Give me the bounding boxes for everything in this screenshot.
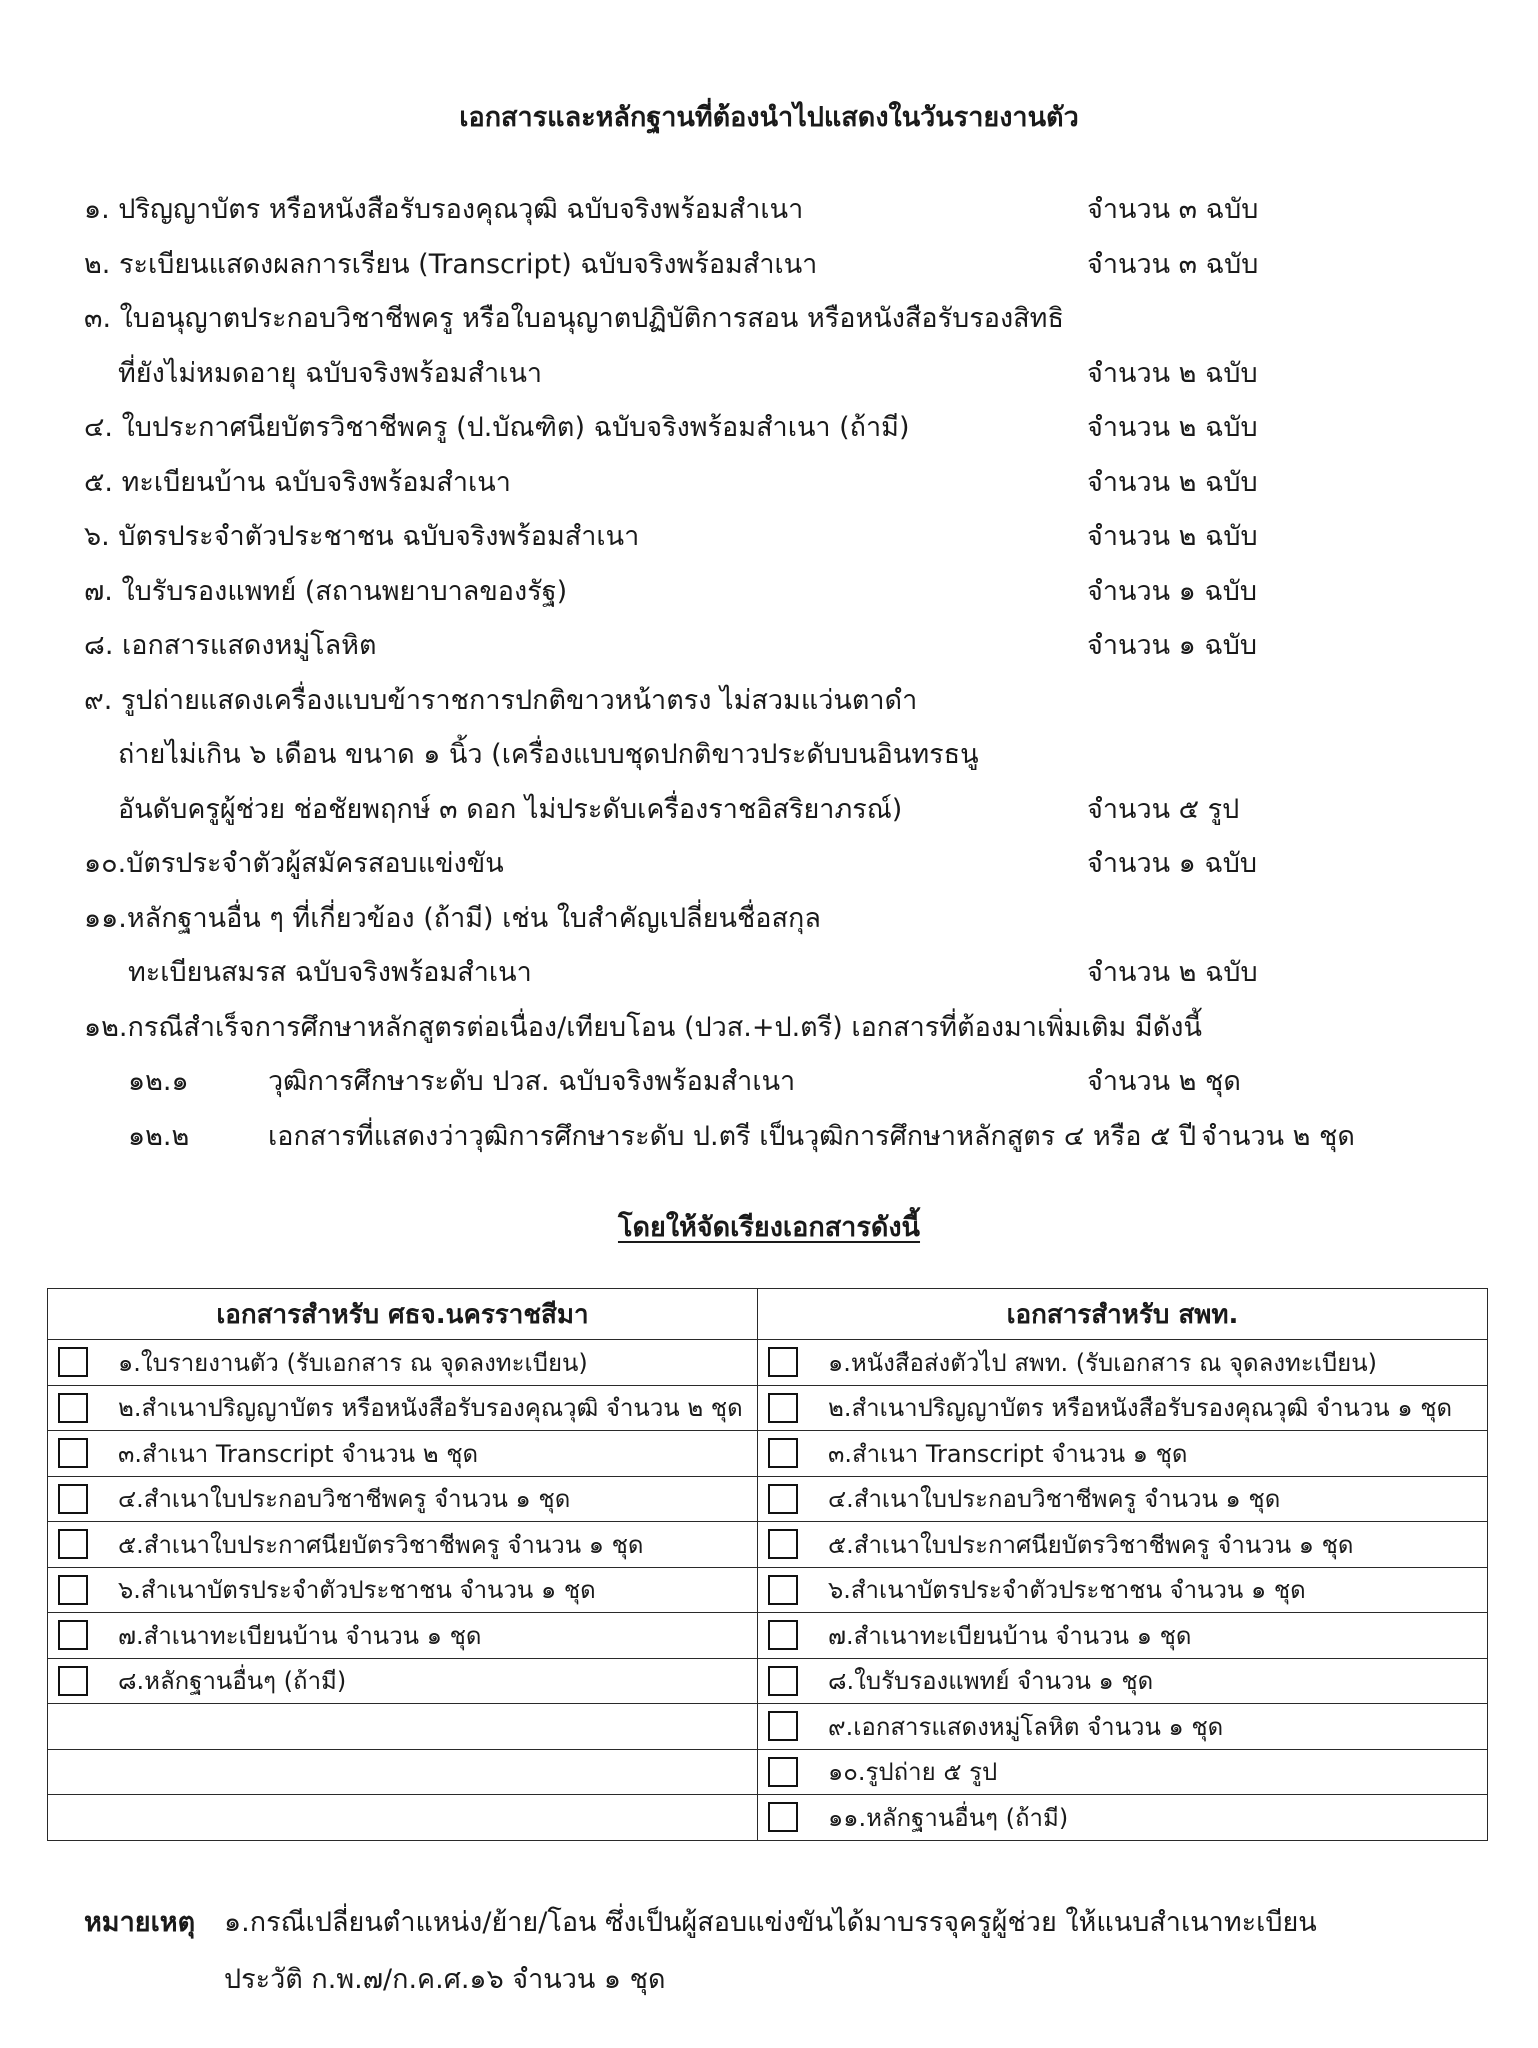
checkbox[interactable]	[768, 1757, 798, 1787]
requirement-text: ๕. ทะเบียนบ้าน ฉบับจริงพร้อมสำเนา	[84, 466, 511, 498]
requirement-quantity: จำนวน ๓ ฉบับ	[1087, 248, 1259, 280]
checklist-item: ๗.สำเนาทะเบียนบ้าน จำนวน ๑ ชุด	[828, 1621, 1192, 1650]
requirement-text: ๘. เอกสารแสดงหมู่โลหิต	[84, 630, 377, 661]
checkbox[interactable]	[768, 1711, 798, 1741]
checklist-item: ๑๐.รูปถ่าย ๕ รูป	[828, 1758, 998, 1787]
checkbox[interactable]	[768, 1620, 798, 1650]
empty-cell	[48, 1704, 758, 1750]
table-row	[48, 1340, 1488, 1386]
requirement-quantity: จำนวน ๒ ฉบับ	[1087, 412, 1258, 443]
table-row	[48, 1567, 1488, 1613]
checklist-item: ๔.สำเนาใบประกอบวิชาชีพครู จำนวน ๑ ชุด	[118, 1485, 571, 1514]
checkbox[interactable]	[768, 1484, 798, 1514]
requirement-quantity: จำนวน ๒ ฉบับ	[1087, 957, 1258, 988]
list-item	[84, 946, 1464, 1001]
checklist-item: ๒.สำเนาปริญญาบัตร หรือหนังสือรับรองคุณวุฒิ จำนวน ๒ ชุด	[118, 1394, 743, 1423]
sub-item-label: ๑๒.๑	[128, 1066, 189, 1097]
right-column-header: เอกสารสำหรับ สพท.	[758, 1289, 1488, 1340]
left-column-header: เอกสารสำหรับ ศธจ.นครราชสีมา	[48, 1289, 758, 1340]
checkbox[interactable]	[768, 1529, 798, 1559]
checkbox[interactable]	[768, 1438, 798, 1468]
checklist-item: ๘.หลักฐานอื่นๆ (ถ้ามี)	[118, 1667, 347, 1696]
checkbox[interactable]	[58, 1347, 88, 1377]
requirement-text: อันดับครูผู้ช่วย ช่อชัยพฤกษ์ ๓ ดอก ไม่ประดับเครื่องราชอิสริยาภรณ์)	[118, 793, 903, 825]
requirement-text: ที่ยังไม่หมดอายุ ฉบับจริงพร้อมสำเนา	[118, 357, 543, 389]
table-row	[48, 1522, 1488, 1568]
table-row	[48, 1385, 1488, 1431]
checklist-item: ๖.สำเนาบัตรประจำตัวประชาชน จำนวน ๑ ชุด	[118, 1576, 596, 1605]
checkbox[interactable]	[58, 1620, 88, 1650]
list-item	[84, 456, 1464, 511]
list-item	[84, 292, 1464, 347]
list-item	[84, 892, 1464, 947]
checkbox[interactable]	[768, 1575, 798, 1605]
checkbox[interactable]	[58, 1529, 88, 1559]
checkbox[interactable]	[768, 1802, 798, 1832]
table-row	[48, 1431, 1488, 1477]
requirements-list	[84, 183, 1464, 1164]
requirement-text: ๙. รูปถ่ายแสดงเครื่องแบบข้าราชการปกติขาวหน้าตรง ไม่สวมแว่นตาดำ	[84, 684, 918, 716]
table-row	[48, 1704, 1488, 1750]
section-heading	[0, 1208, 1538, 1248]
table-row	[48, 1658, 1488, 1704]
checklist-item: ๑.ใบรายงานตัว (รับเอกสาร ณ จุดลงทะเบียน)	[118, 1348, 588, 1377]
checklist-item: ๑๑.หลักฐานอื่นๆ (ถ้ามี)	[828, 1803, 1069, 1832]
page-title: เอกสารและหลักฐานที่ต้องนำไปแสดงในวันรายงานตัว	[459, 102, 1079, 133]
checklist-item: ๔.สำเนาใบประกอบวิชาชีพครู จำนวน ๑ ชุด	[828, 1485, 1281, 1514]
requirement-text: ๑๑.หลักฐานอื่น ๆ ที่เกี่ยวข้อง (ถ้ามี) เช่น ใบสำคัญเปลี่ยนชื่อสกุล	[84, 902, 821, 934]
empty-cell	[48, 1795, 758, 1841]
requirement-quantity: จำนวน ๒ ฉบับ	[1087, 521, 1258, 552]
requirement-text: ๗. ใบรับรองแพทย์ (สถานพยาบาลของรัฐ)	[84, 575, 568, 607]
checklist-item: ๙.เอกสารแสดงหมู่โลหิต จำนวน ๑ ชุด	[828, 1712, 1224, 1741]
sub-item-text: เอกสารที่แสดงว่าวุฒิการศึกษาระดับ ป.ตรี เป็นวุฒิการศึกษาหลักสูตร ๔ หรือ ๕ ปี	[268, 1120, 1197, 1152]
checkbox[interactable]	[58, 1438, 88, 1468]
remarks-text-continued: ประวัติ ก.พ.๗/ก.ค.ศ.๑๖ จำนวน ๑ ชุด	[224, 1964, 666, 1995]
remarks-label: หมายเหตุ	[84, 1907, 196, 1938]
table-row	[48, 1795, 1488, 1841]
checklist-item: ๒.สำเนาปริญญาบัตร หรือหนังสือรับรองคุณวุฒิ จำนวน ๑ ชุด	[828, 1394, 1453, 1423]
requirement-text: ๓. ใบอนุญาตประกอบวิชาชีพครู หรือใบอนุญาตปฏิบัติการสอน หรือหนังสือรับรองสิทธิ	[84, 303, 1064, 334]
list-item	[84, 783, 1464, 838]
requirement-text: ๔. ใบประกาศนียบัตรวิชาชีพครู (ป.บัณฑิต) ฉบับจริงพร้อมสำเนา (ถ้ามี)	[84, 412, 910, 443]
requirement-quantity: จำนวน ๑ ฉบับ	[1087, 630, 1258, 661]
list-item	[84, 347, 1464, 402]
checklist-item: ๑.หนังสือส่งตัวไป สพท. (รับเอกสาร ณ จุดลงทะเบียน)	[828, 1348, 1378, 1377]
checklist-item: ๗.สำเนาทะเบียนบ้าน จำนวน ๑ ชุด	[118, 1621, 482, 1650]
list-item	[84, 619, 1464, 674]
list-item	[84, 1001, 1464, 1056]
requirement-quantity: จำนวน ๕ รูป	[1087, 793, 1240, 825]
checklist-item: ๓.สำเนา Transcript จำนวน ๑ ชุด	[828, 1439, 1188, 1468]
table-header-row	[48, 1289, 1488, 1340]
document-checklist-table	[47, 1288, 1488, 1841]
table-row	[48, 1613, 1488, 1659]
checkbox[interactable]	[58, 1575, 88, 1605]
checklist-item: ๖.สำเนาบัตรประจำตัวประชาชน จำนวน ๑ ชุด	[828, 1576, 1306, 1605]
list-item	[84, 565, 1464, 620]
requirement-quantity: จำนวน ๓ ฉบับ	[1087, 194, 1259, 225]
list-item	[84, 401, 1464, 456]
sub-item-quantity: จำนวน ๒ ชุด	[1087, 1066, 1241, 1097]
checkbox[interactable]	[58, 1393, 88, 1423]
section-heading-text: โดยให้จัดเรียงเอกสารดังนี้	[617, 1212, 921, 1243]
sub-item	[128, 1110, 1508, 1165]
sub-item-label: ๑๒.๒	[128, 1120, 190, 1152]
checklist-item: ๕.สำเนาใบประกาศนียบัตรวิชาชีพครู จำนวน ๑ ชุด	[828, 1530, 1354, 1559]
list-item	[84, 674, 1464, 729]
sub-item-text: วุฒิการศึกษาระดับ ปวส. ฉบับจริงพร้อมสำเนา	[268, 1066, 796, 1097]
sub-item-quantity: จำนวน ๒ ชุด	[1201, 1120, 1355, 1152]
requirement-text: ๑. ปริญญาบัตร หรือหนังสือรับรองคุณวุฒิ ฉบับจริงพร้อมสำเนา	[84, 194, 804, 225]
requirement-quantity: จำนวน ๑ ฉบับ	[1087, 575, 1258, 607]
checkbox[interactable]	[768, 1666, 798, 1696]
requirement-quantity: จำนวน ๒ ฉบับ	[1087, 357, 1258, 389]
checkbox[interactable]	[768, 1347, 798, 1377]
table-row	[48, 1476, 1488, 1522]
requirement-text: ๑๐.บัตรประจำตัวผู้สมัครสอบแข่งขัน	[84, 848, 504, 879]
list-item	[84, 728, 1464, 783]
sub-item	[128, 1055, 1508, 1110]
requirement-text: ทะเบียนสมรส ฉบับจริงพร้อมสำเนา	[128, 957, 532, 988]
requirement-quantity: จำนวน ๑ ฉบับ	[1087, 848, 1258, 879]
empty-cell	[48, 1749, 758, 1795]
list-item	[84, 183, 1464, 238]
requirement-quantity: จำนวน ๒ ฉบับ	[1087, 466, 1258, 498]
requirement-text: ๑๒.กรณีสำเร็จการศึกษาหลักสูตรต่อเนื่อง/เทียบโอน (ปวส.+ป.ตรี) เอกสารที่ต้องมาเพิ่มเติม มีดังนี้	[84, 1011, 1202, 1043]
remarks-text: ๑.กรณีเปลี่ยนตำแหน่ง/ย้าย/โอน ซึ่งเป็นผู้สอบแข่งขันได้มาบรรจุครูผู้ช่วย ให้แนบสำเนาทะเบียน	[224, 1907, 1317, 1938]
checkbox[interactable]	[768, 1393, 798, 1423]
requirement-text: ๒. ระเบียนแสดงผลการเรียน (Transcript) ฉบับจริงพร้อมสำเนา	[84, 248, 818, 280]
list-item	[84, 837, 1464, 892]
requirement-text: ถ่ายไม่เกิน ๖ เดือน ขนาด ๑ นิ้ว (เครื่องแบบชุดปกติขาวประดับบนอินทรธนู	[118, 739, 979, 770]
checkbox[interactable]	[58, 1666, 88, 1696]
checklist-item: ๘.ใบรับรองแพทย์ จำนวน ๑ ชุด	[828, 1667, 1154, 1696]
requirement-text: ๖. บัตรประจำตัวประชาชน ฉบับจริงพร้อมสำเนา	[84, 521, 640, 552]
list-item	[84, 238, 1464, 293]
checklist-item: ๕.สำเนาใบประกาศนียบัตรวิชาชีพครู จำนวน ๑ ชุด	[118, 1530, 644, 1559]
checkbox[interactable]	[58, 1484, 88, 1514]
list-item	[84, 510, 1464, 565]
checklist-item: ๓.สำเนา Transcript จำนวน ๒ ชุด	[118, 1439, 479, 1468]
table-row	[48, 1749, 1488, 1795]
